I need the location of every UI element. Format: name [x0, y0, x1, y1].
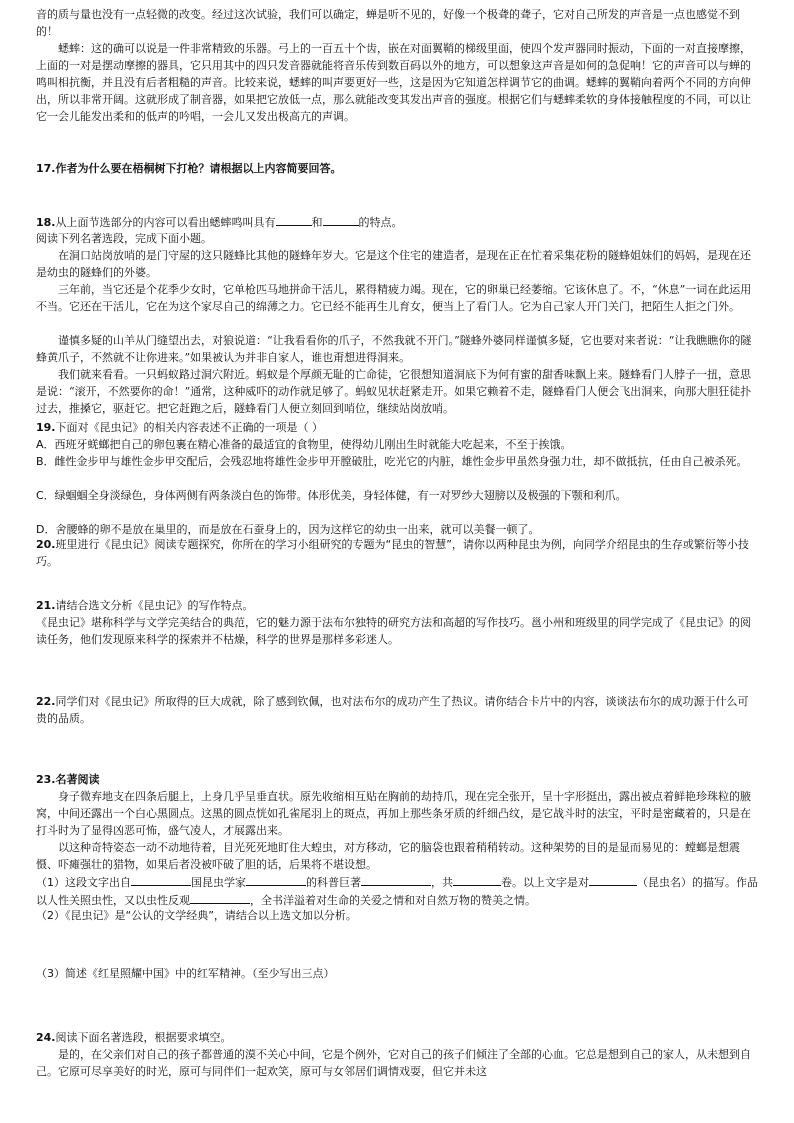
option-d[interactable]: D．舍腰蜂的卵不是放在巢里的，而是放在石蚕身上的，因为这样它的幼虫一出来，就可以美餐一顿了。 [36, 523, 540, 536]
question-text: 和 [311, 216, 323, 229]
q21-intro: 《昆虫记》堪称科学与文学完美结合的典范，它的魅力源于法布尔独特的研究方法和高超的写作技巧。邕小州和班级里的同学完成了《昆虫记》的阅读任务，他们发现原来科学的探索并不枯燥，科学的世界是那样多彩迷人。 [36, 616, 751, 646]
q23-sub2: （2）《昆虫记》是“公认的文学经典”，请结合以上选文加以分析。 [36, 909, 357, 922]
passage-cricket: 蟋蟀：这的确可以说是一件非常精致的乐器。弓上的一百五十个齿，嵌在对面翼鞘的梯级里面，使四个发声器同时振动，下面的一对直接摩擦，上面的一对是摆动摩擦的器具，它只用其中的四只发音器就能将音乐传到数百码以外的地方，可以想象这声音是如何的急促响！它的声音可以与蝉的鸣叫相抗衡，并且没有后者粗糙的声音。比较来说，蟋蟀的叫声要更好一些，这是因为它知道怎样调节它的曲调。蟋蟀的翼鞘向着两个不同的方向伸出，所以非常开阔。这就形成了制音器，如果把它放低一点，那么就能改变其发出声音的强度。根据它们与蟋蟀柔软的身体接触程度的不同，可以让它一会儿能发出柔和的低声的吟唱，一会儿又发出极高亢的声调。 [36, 42, 751, 123]
question-number: 23. [36, 773, 56, 786]
answer-blank[interactable] [323, 213, 359, 226]
question-text: 班里进行《昆虫记》阅读专题探究，你所在的学习小组研究的专题为“昆虫的智慧”，请你以两种昆虫为例，向同学介绍昆虫的生存或繁衍等小技巧。 [36, 538, 749, 568]
q23-sub1-text: （1）这段文字出自 [36, 876, 131, 889]
question-text: 请结合选文分析《昆虫记》的写作特点。 [55, 599, 254, 612]
q23-sub1-text: 的科普巨著 [306, 876, 361, 889]
bee-passage-p3: 谨慎多疑的山羊从门缝望出去，对狼说道：“让我看看你的爪子，不然我就不开门。”隧蜂外婆同样谨慎多疑，它也要对来者说：“让我瞧瞧你的隧蜂黄爪子，不然就不让你进来。”如果被认为并非自家人，谁也甭想进得洞来。 [36, 334, 752, 364]
q23-sub1-text: （昆虫名）的描写。作品以人性关照虫性，又以虫性反观 [36, 876, 758, 907]
question-number: 21. [36, 599, 56, 612]
question-title: 名著阅读 [55, 773, 100, 786]
bee-passage-p4: 我们就来看看。一只蚂蚁路过洞穴附近。蚂蚁是个厚颜无耻的亡命徒，它很想知道洞底下为何有蜜的甜香味飘上来。隧蜂看门人脖子一扭，意思是说：“滚开，不然要你的命！”通常，这种威吓的动作就足够了。蚂蚁见状赶紧走开。如果它赖着不走，隧蜂看门人便会飞出洞来，向那大胆狂徒扑过去，推搡它，驱赶它。把它赶跑之后，隧蜂看门人便立刻回到哨位，继续站岗放哨。 [36, 368, 752, 415]
question-text: 从上面节选部分的内容可以看出蟋蟀鸣叫具有 [55, 216, 276, 229]
mantis-passage-p2: 以这种奇特姿态一动不动地待着，目光死死地盯住大蝗虫，对方移动，它的脑袋也跟着稍稍转动。这种架势的目的是显而易见的：螳螂是想震慑、吓瘫强壮的猎物，如果后者没被吓破了胆的话，后果将不堪设想。 [36, 841, 740, 871]
question-text: 同学们对《昆虫记》所取得的巨大成就，除了感到钦佩，也对法布尔的成功产生了热议。请你结合卡片中的内容，谈谈法布尔的成功源于什么可贵的品质。 [36, 695, 749, 725]
answer-blank[interactable] [453, 873, 501, 886]
answer-blank[interactable] [276, 213, 312, 226]
question-text: 阅读下面名著选段，根据要求填空。 [55, 1031, 232, 1044]
bee-passage-p1: 在洞口站岗放哨的是门守屋的这只隧蜂比其他的隧蜂年岁大。它是这个住宅的建造者，是现在正在忙着采集花粉的隧蜂姐妹们的妈妈，是现在还是幼虫的隧蜂们的外婆。 [36, 249, 751, 279]
question-21 [36, 597, 758, 614]
q23-sub1-text: 卷。以上文字是对 [501, 876, 589, 889]
answer-blank[interactable] [361, 873, 431, 886]
question-text: 作者为什么要在梧桐树下打枪？请根据以上内容简要回答。 [55, 162, 342, 175]
question-22 [36, 693, 758, 727]
answer-blank[interactable] [246, 873, 306, 886]
mantis-passage-p1: 身子微弃地支在四条后腿上，上身几乎呈垂直状。原先收缩相互贴在胸前的劫持爪，现在完全张开，呈十字形挺出，露出被点着鲜艳珍珠粒的腋窝，中间还露出一个白心黑圆点。这黑的圆点恍如孔雀尾羽上的斑点，再加上那些条牙质的纤细凸纹，是它战斗时的法宝，平时是密藏着的，只是在打斗时为了显得凶恶可怖，盛气凌人，才展露出来。 [36, 790, 751, 837]
question-text: 下面对《昆虫记》的相关内容表述不正确的一项是（ ） [55, 421, 323, 434]
question-number: 20. [36, 538, 56, 551]
question-number: 22. [36, 695, 56, 708]
reading-instruction: 阅读下列名著选段，完成下面小题。 [36, 232, 212, 245]
answer-blank[interactable] [190, 891, 250, 904]
question-24 [36, 1029, 758, 1046]
question-19 [36, 419, 758, 436]
answer-blank[interactable] [589, 873, 637, 886]
question-20 [36, 536, 758, 570]
question-number: 18. [36, 216, 56, 229]
question-text: 的特点。 [358, 216, 403, 229]
question-18 [36, 213, 758, 231]
option-c[interactable]: C．绿蝈蝈全身淡绿色，身体两侧有两条淡白色的饰带。体形优美，身轻体健，有一对罗纱大翅膀以及极强的下颚和利爪。 [36, 489, 627, 502]
option-b[interactable]: B．雌性金步甲与雄性金步甲交配后，会残忍地将雄性金步甲开膛破肚，吃光它的内脏，雄性金步甲虽然身强力壮，却不做抵抗，任由自己被杀死。 [36, 455, 748, 468]
passage-continuation: 音的质与量也没有一点轻微的改变。经过这次试验，我们可以确定，蝉是听不见的，好像一个极聋的聋子，它对自己所发的声音是一点也感觉不到的！ [36, 8, 740, 38]
q23-sub1-text: ，全书洋溢着对生命的关爱之情和对自然万物的赞美之情。 [250, 894, 536, 907]
q24-passage: 是的，在父亲们对自己的孩子都普通的漠不关心中间，它是个例外，它对自己的孩子们倾注了全部的心血。它总是想到自己的家人，从未想到自己。它原可尽享美好的时光，原可与同伴们一起欢笑，原可与女邻居们调情戏耍，但它并未这 [36, 1048, 751, 1078]
option-a[interactable]: A．西班牙蜣螂把自己的卵包裹在精心准备的最适宜的食物里，使得幼儿刚出生时就能大吃起来，不至于挨饿。 [36, 438, 572, 451]
bee-passage-p2: 三年前，当它还是个花季少女时，它单枪匹马地拼命干活儿，累得精疲力竭。现在，它的卵巢已经萎缩。它该休息了。不，“休息”一词在此运用不当。它还在干活儿，它在为这个家尽自己的绵薄之力。它已经不能再生儿育女，便当上了看门人。它为自己家人开门关门，把陌生人拒之门外。 [36, 283, 752, 313]
q23-sub1-text: 国昆虫学家 [191, 876, 246, 889]
question-23 [36, 771, 758, 788]
q23-sub1 [36, 873, 758, 909]
question-number: 17. [36, 162, 56, 175]
answer-blank[interactable] [131, 873, 191, 886]
question-number: 19. [36, 421, 56, 434]
question-17 [36, 160, 758, 177]
q23-sub1-text: ，共 [431, 876, 453, 889]
question-number: 24. [36, 1031, 56, 1044]
q23-sub3: （3）简述《红星照耀中国》中的红军精神。（至少写出三点） [36, 967, 335, 980]
